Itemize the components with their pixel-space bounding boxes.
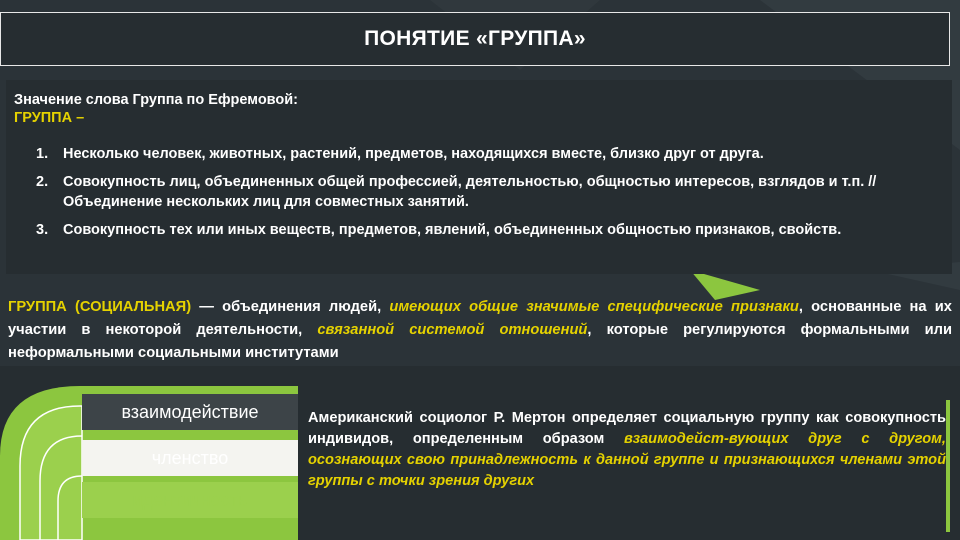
merton-definition [308, 408, 946, 492]
list-item-text: Несколько человек, животных, растений, предметов, находящихся вместе, близко друг от друга. [63, 146, 764, 162]
list-item-text: Совокупность лиц, объединенных общей профессией, деятельностью, общностью интересов, взглядов и т.п. // Объединение нескольких лиц для совместных занятий. [63, 174, 877, 210]
social-highlight: связанной системой отношений [317, 322, 588, 338]
page-title: ПОНЯТИЕ «ГРУППА» [0, 12, 950, 66]
merton-highlight: взаимодейст-вующих друг с другом, осознающих свою принадлежность к данной группе и признающихся членами этой группы с точки зрения других [308, 431, 946, 489]
definition-term: ГРУППА – [14, 110, 85, 126]
definition-heading: Значение слова Группа по Ефремовой: [14, 92, 299, 108]
list-item-text: Совокупность тех или иных веществ, предметов, явлений, объединенных общностью признаков, свойств. [63, 222, 842, 238]
list-item [36, 144, 941, 164]
social-highlight: имеющих общие значимые специфические признаки [389, 299, 799, 315]
merton-definition-panel [308, 400, 950, 532]
social-text-part: , которые регулируются формальными или неформальными социальными институтами [8, 322, 953, 361]
list-item-number: 1. [36, 146, 49, 162]
social-text-part: , основанные на их участии в некоторой деятельности, [8, 299, 952, 338]
list-item-number: 3. [36, 222, 49, 238]
list-item [36, 172, 941, 212]
definition-panel [6, 80, 952, 274]
social-text-part: — объединения людей, [191, 299, 390, 315]
list-item [36, 220, 941, 240]
social-group-definition [8, 296, 952, 365]
definition-list [36, 144, 941, 248]
merton-text-part: Американский социолог Р. Мертон определяет социальную группу как совокупность индивидов, определенным образом [308, 410, 946, 447]
group-stages-diagram [0, 386, 300, 540]
stage-membership: членство [82, 440, 298, 476]
social-term: ГРУППА (СОЦИАЛЬНАЯ) [8, 299, 192, 315]
stage-identity: идентичность [82, 482, 298, 518]
stage-interaction: взаимодействие [82, 394, 298, 430]
list-item-number: 2. [36, 174, 49, 190]
